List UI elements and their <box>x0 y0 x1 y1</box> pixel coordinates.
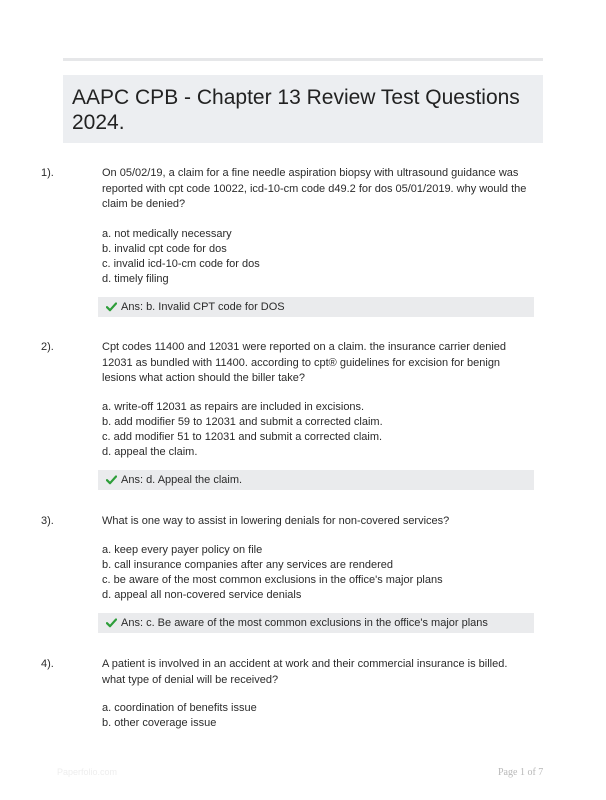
question-text: What is one way to assist in lowering denials for non-covered services? <box>102 515 450 527</box>
option: a. not medically necessary <box>102 228 232 240</box>
question-number: 3). <box>41 515 54 527</box>
answer-box <box>98 613 534 633</box>
page-indicator: Page 1 of 7 <box>498 767 544 778</box>
checkmark-icon <box>106 618 117 628</box>
option: d. timely filing <box>102 273 169 285</box>
option: c. be aware of the most common exclusions in the office's major plans <box>102 574 443 586</box>
checkmark-icon <box>106 475 117 485</box>
option: b. add modifier 59 to 12031 and submit a corrected claim. <box>102 416 383 428</box>
option: c. invalid icd-10-cm code for dos <box>102 258 260 270</box>
answer-text: Ans: b. Invalid CPT code for DOS <box>121 301 285 313</box>
question-number: 2). <box>41 341 54 353</box>
answer-options <box>102 701 257 731</box>
checkmark-icon <box>106 302 117 312</box>
question-number: 1). <box>41 167 54 179</box>
option: d. appeal the claim. <box>102 446 198 458</box>
question-text: A patient is involved in an accident at work and their commercial insurance is billed. what type of denial will be received? <box>102 658 508 686</box>
question-number: 4). <box>41 658 54 670</box>
footer-watermark: Paperfolio.com <box>57 767 118 777</box>
option: a. keep every payer policy on file <box>102 544 263 556</box>
option: c. add modifier 51 to 12031 and submit a corrected claim. <box>102 431 383 443</box>
answer-options <box>102 227 260 287</box>
question-text: Cpt codes 11400 and 12031 were reported on a claim. the insurance carrier denied 12031 as bundled with 11400. according to cpt® guidelines for excision for benign lesions what action should the biller take? <box>102 341 506 384</box>
option: b. call insurance companies after any services are rendered <box>102 559 394 571</box>
option: a. coordination of benefits issue <box>102 702 257 714</box>
option: a. write-off 12031 as repairs are included in excisions. <box>102 401 365 413</box>
answer-text: Ans: c. Be aware of the most common exclusions in the office's major plans <box>121 617 488 629</box>
option: b. other coverage issue <box>102 717 217 729</box>
top-divider <box>63 58 543 61</box>
page-title: AAPC CPB - Chapter 13 Review Test Questions 2024. <box>72 86 520 134</box>
option: d. appeal all non-covered service denials <box>102 589 302 601</box>
answer-text: Ans: d. Appeal the claim. <box>121 474 243 486</box>
answer-options <box>102 543 443 603</box>
answer-box <box>98 470 534 490</box>
answer-box <box>98 297 534 317</box>
title-banner <box>63 75 543 143</box>
question-text: On 05/02/19, a claim for a fine needle aspiration biopsy with ultrasound guidance was reported with cpt code 10022, icd-10-cm code d49.2 for dos 05/01/2019. why would the claim be denied? <box>102 167 527 210</box>
answer-options <box>102 400 383 460</box>
option: b. invalid cpt code for dos <box>102 243 227 255</box>
